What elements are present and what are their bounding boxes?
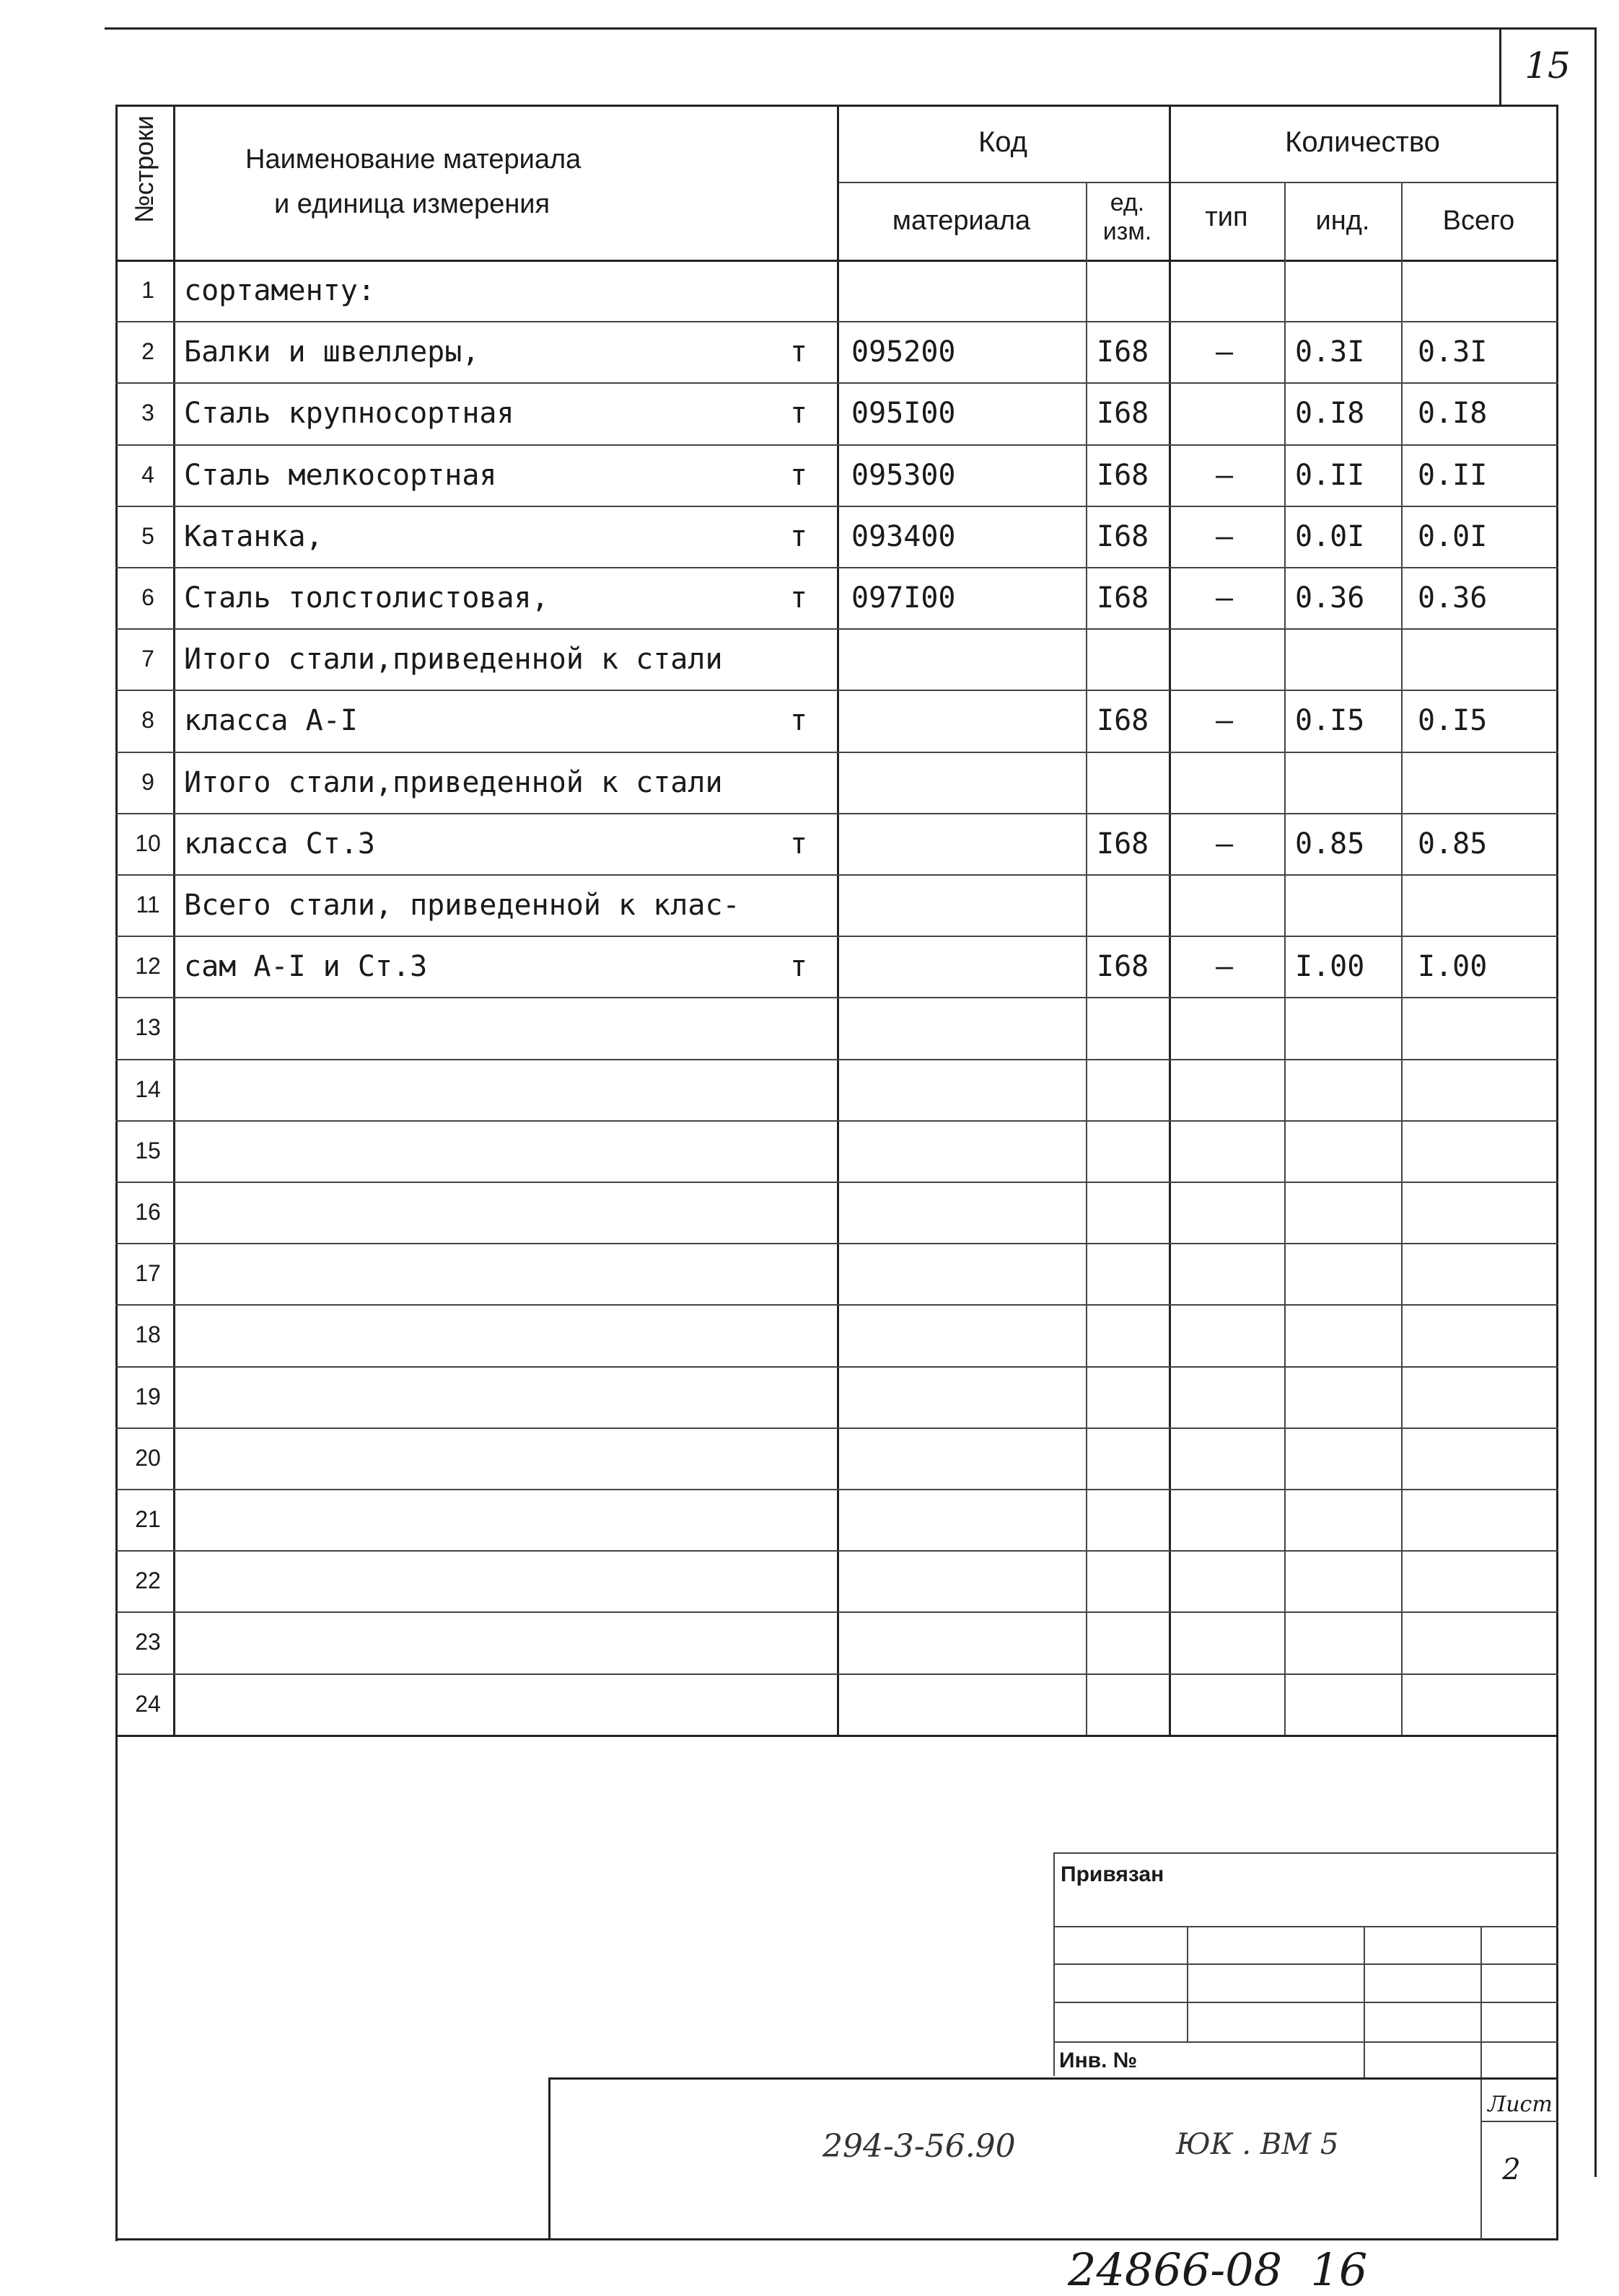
table-row [0,690,1619,751]
row-tip: – [1216,335,1234,369]
row-number: 22 [135,1567,161,1594]
header-material: материала [892,206,1031,236]
row-name: Катанка, [184,519,323,553]
table-row [0,1550,1619,1611]
header-type: тип [1205,202,1248,232]
row-unit: т [790,519,808,553]
row-edizm: I68 [1097,458,1149,492]
table-row [0,628,1619,690]
row-total: 0.I8 [1418,397,1488,431]
table-row [0,1428,1619,1489]
row-name: Всего стали, приведенной к клас- [184,889,740,922]
header-name-line1: Наименование материала [245,144,582,175]
row-unit: т [790,335,808,369]
header-row-no: №строки [129,115,159,223]
doc-code-right: ЮК . ВМ 5 [1176,2128,1339,2161]
row-edizm: I68 [1097,827,1149,861]
row-number: 20 [135,1444,161,1471]
row-total: I.00 [1418,950,1488,984]
table-row [0,382,1619,444]
table-row [0,1059,1619,1120]
table-row [0,1243,1619,1304]
sheet-label: Лист [1488,2092,1553,2117]
row-unit: т [790,827,808,861]
table-row [0,260,1619,321]
row-unit: т [790,704,808,738]
row-total: 0.0I [1418,519,1488,553]
row-number: 23 [135,1629,161,1655]
table-row [0,1182,1619,1243]
stamp-col-c [1480,1926,1482,2240]
row-name: класса Ст.3 [184,827,375,861]
row-code: 095300 [851,458,956,492]
stamp-bound-top [1053,1852,1558,1854]
row-tip: – [1216,950,1234,984]
header-quantity: Количество [1285,126,1440,158]
header-subline [837,182,1558,183]
row-unit: т [790,397,808,431]
stamp-row-a [1053,1926,1558,1927]
table-row [0,936,1619,997]
row-number: 13 [135,1014,161,1041]
stamp-top-line [115,1735,1558,1737]
row-ind: 0.0I [1295,519,1365,553]
row-total: 0.36 [1418,581,1488,615]
stamp-row-d [1053,2041,1558,2043]
row-number: 21 [135,1506,161,1532]
header-unit-line2: изм. [1102,218,1152,245]
table-row [0,321,1619,382]
table-row [0,1673,1619,1735]
row-number: 24 [135,1690,161,1717]
page-number-box-left [1499,27,1501,105]
row-name: Сталь крупносортная [184,397,514,431]
row-code: 095I00 [851,397,956,431]
header-total: Всего [1442,206,1515,236]
title-block-left [548,2077,550,2240]
page-number: 15 [1524,45,1571,87]
stamp-row-c [1053,2002,1558,2003]
table-row [0,1611,1619,1673]
table-row [0,813,1619,874]
table-row [0,874,1619,936]
row-number: 4 [141,461,154,488]
row-tip: – [1216,827,1234,861]
stamp-col-a [1187,1926,1188,2041]
row-number: 5 [141,522,154,549]
row-edizm: I68 [1097,519,1149,553]
sheet-number: 2 [1502,2153,1521,2186]
row-tip: – [1216,519,1234,553]
row-number: 12 [135,953,161,980]
sheet-divider [1480,2121,1558,2122]
table-row [0,1489,1619,1550]
row-ind: 0.3I [1295,335,1365,369]
row-number: 2 [141,338,154,365]
row-number: 6 [141,584,154,610]
table-row [0,1120,1619,1182]
top-border-line [105,27,1597,30]
table-row [0,997,1619,1058]
stamp-bound-label: Привязан [1061,1862,1164,1886]
row-name: Балки и швеллеры, [184,335,480,369]
row-number: 10 [135,830,161,856]
row-number: 8 [141,707,154,734]
header-ind: инд. [1315,206,1370,236]
row-name: сортаменту: [184,274,375,307]
row-number: 11 [136,892,160,918]
row-name: класса А-I [184,704,358,738]
row-number: 1 [141,277,154,303]
row-total: 0.85 [1418,827,1488,861]
row-name: Сталь мелкосортная [184,458,497,492]
row-number: 17 [135,1260,161,1287]
row-edizm: I68 [1097,397,1149,431]
row-edizm: I68 [1097,581,1149,615]
row-total: 0.II [1418,458,1488,492]
row-name: Итого стали,приведенной к стали [184,643,723,677]
row-number: 19 [135,1383,161,1409]
stamp-inv-label: Инв. № [1059,2049,1138,2072]
stamp-col-b [1364,1926,1365,2077]
row-unit: т [790,950,808,984]
row-number: 3 [141,400,154,426]
row-code: 097I00 [851,581,956,615]
row-number: 14 [135,1076,161,1102]
row-code: 093400 [851,519,956,553]
row-ind: 0.I5 [1295,704,1365,738]
row-edizm: I68 [1097,704,1149,738]
bottom-border-line [115,2238,1558,2240]
table-row [0,1304,1619,1365]
footer-number: 24866-08 16 [1068,2243,1368,2296]
row-ind: 0.85 [1295,827,1365,861]
row-code: 095200 [851,335,956,369]
row-tip: – [1216,581,1234,615]
row-tip: – [1216,704,1234,738]
table-row [0,752,1619,813]
header-name-line2: и единица измерения [274,189,550,219]
stamp-row-b [1053,1963,1558,1965]
row-total: 0.I5 [1418,704,1488,738]
doc-code-left: 294-3-56.90 [822,2128,1016,2165]
row-ind: 0.II [1295,458,1365,492]
row-number: 9 [141,768,154,795]
row-name: Итого стали,приведенной к стали [184,765,723,799]
title-block-top [548,2077,1558,2080]
row-number: 18 [135,1321,161,1348]
table-row [0,506,1619,567]
table-row [0,567,1619,628]
row-unit: т [790,581,808,615]
row-unit: т [790,458,808,492]
row-ind: 0.36 [1295,581,1365,615]
row-total: 0.3I [1418,335,1488,369]
row-edizm: I68 [1097,335,1149,369]
row-name: Сталь толстолистовая, [184,581,549,615]
row-edizm: I68 [1097,950,1149,984]
row-ind: I.00 [1295,950,1365,984]
row-ind: 0.I8 [1295,397,1365,431]
table-row [0,1366,1619,1428]
row-tip: – [1216,458,1234,492]
row-number: 16 [135,1199,161,1225]
row-name: сам А-I и Ст.3 [184,950,428,984]
table-row [0,444,1619,506]
header-unit-line1: ед. [1110,189,1145,216]
row-number: 15 [135,1137,161,1164]
row-number: 7 [141,646,154,672]
header-code: Код [978,126,1027,158]
